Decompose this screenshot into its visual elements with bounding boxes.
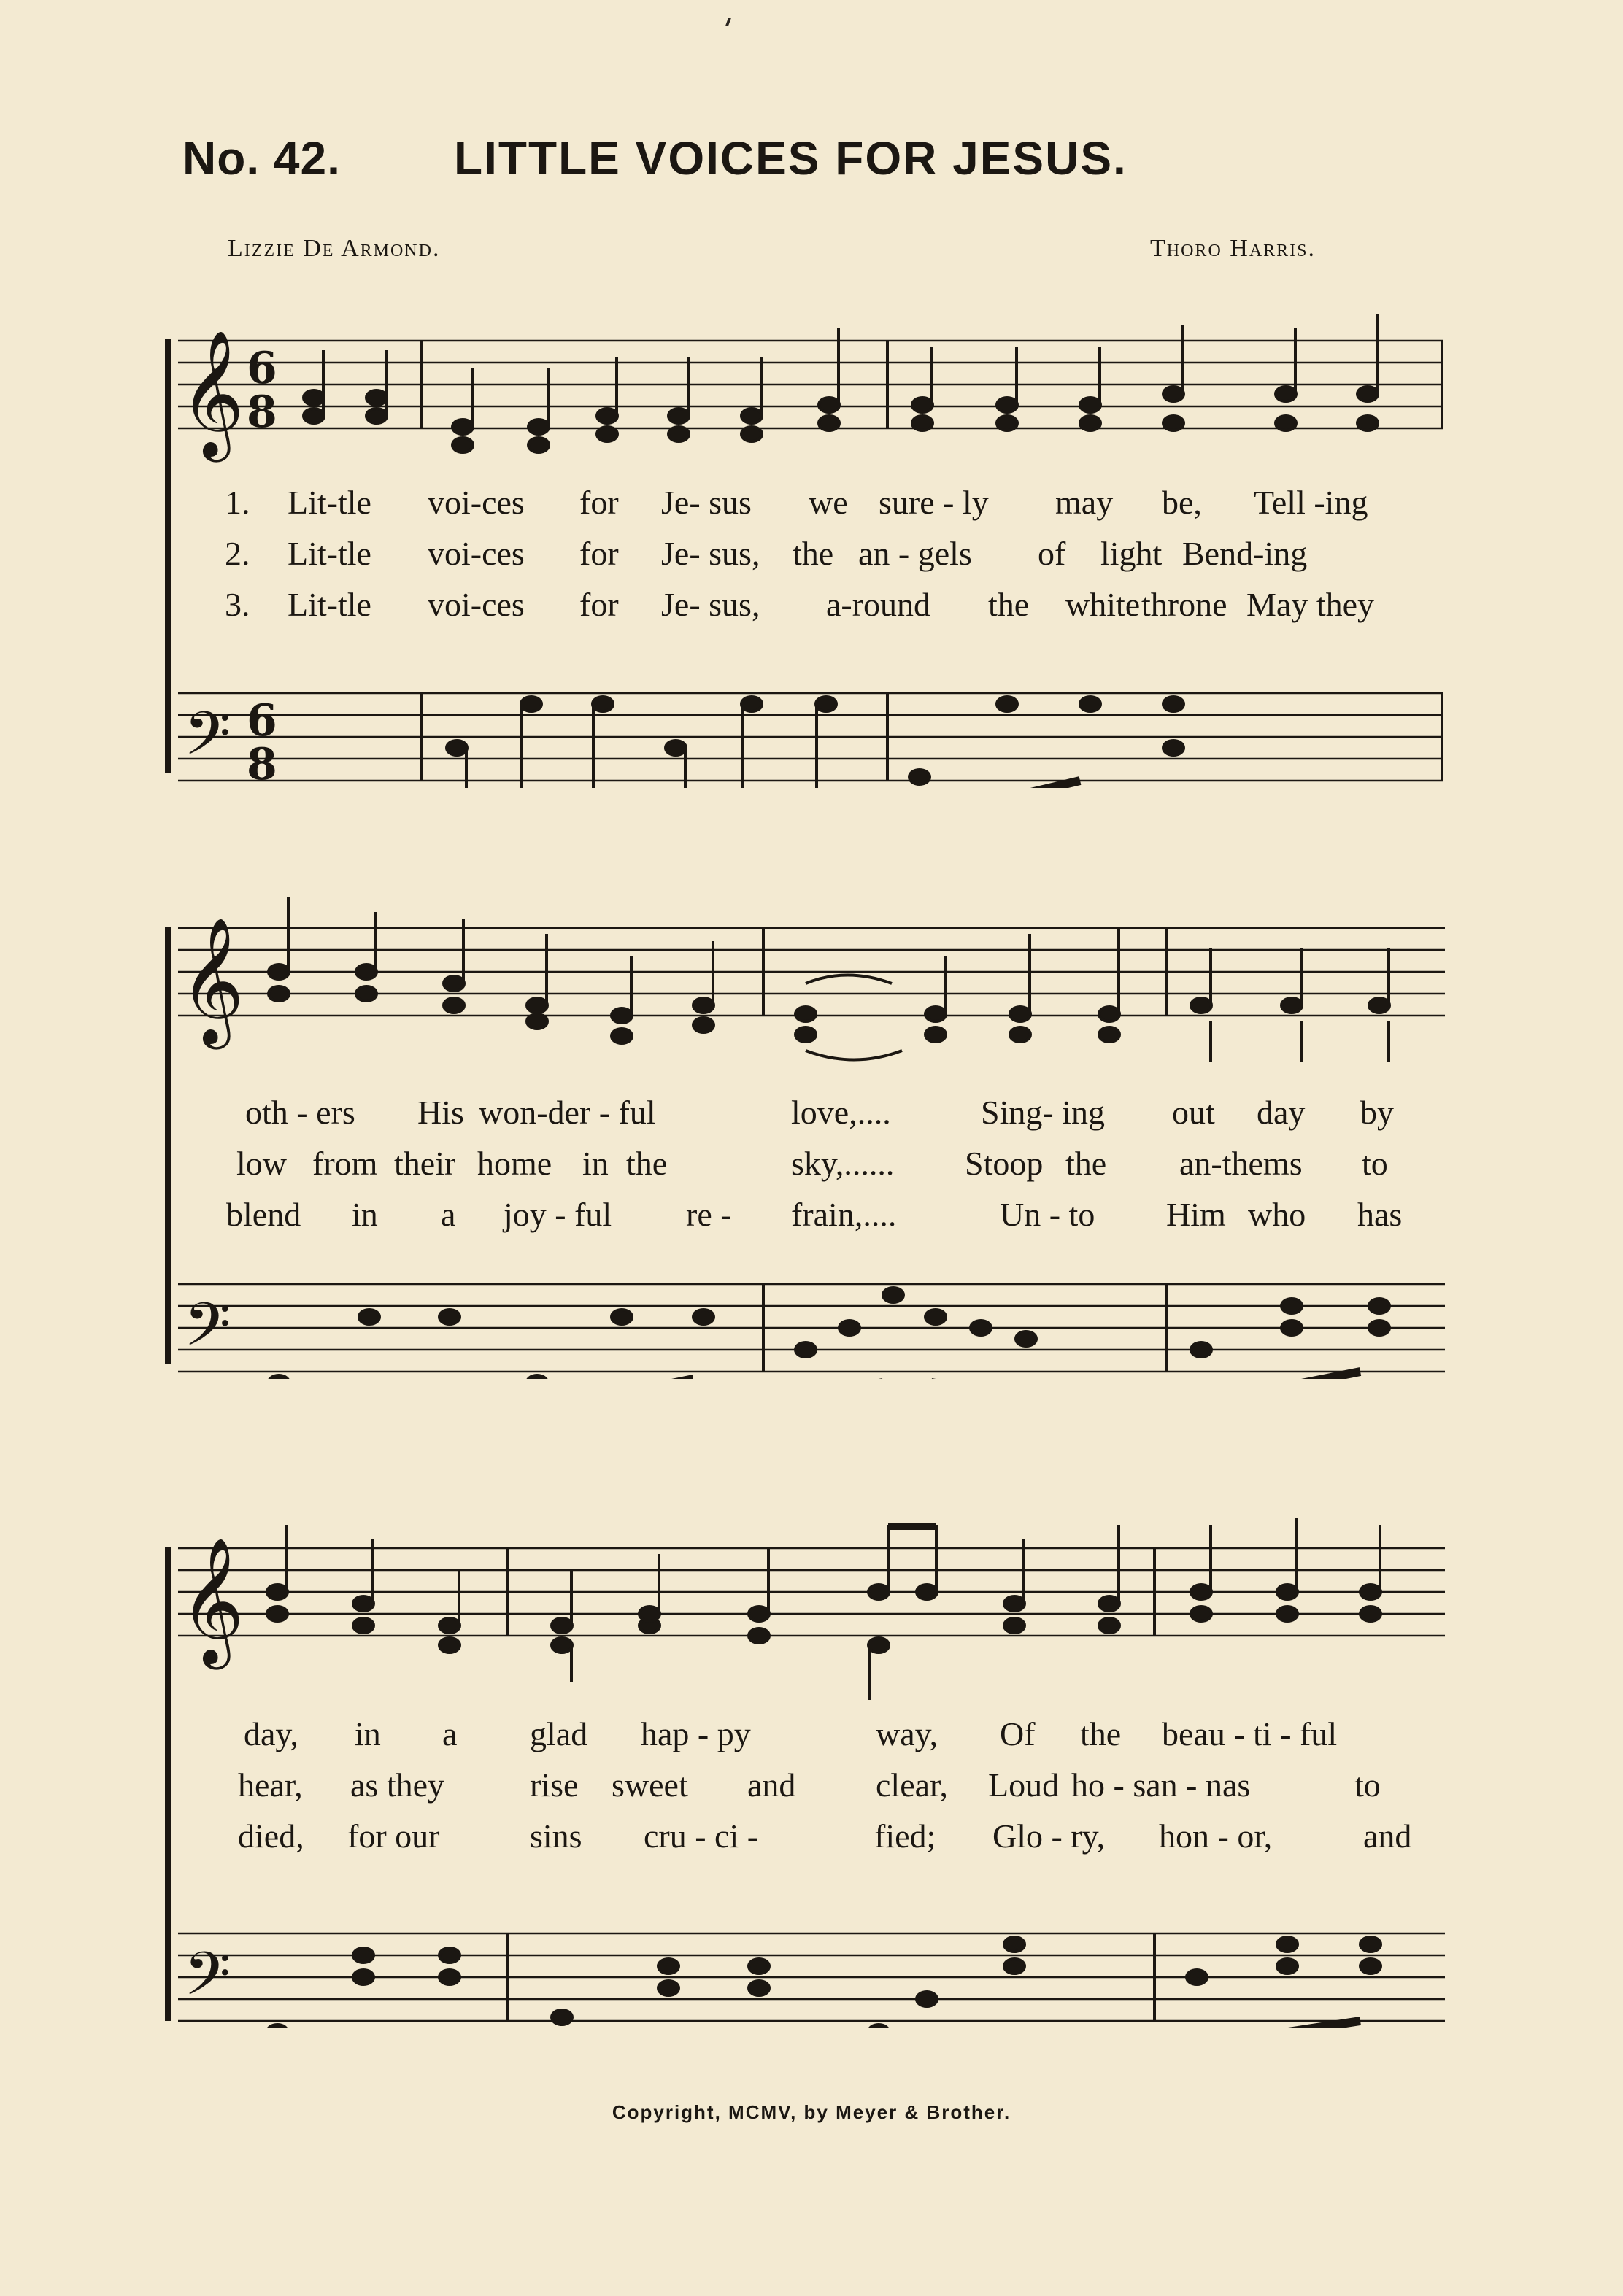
- svg-text:6: 6: [247, 343, 277, 394]
- bass-clef-icon: 𝄢: [184, 1939, 231, 2024]
- print-speck: [725, 18, 731, 26]
- bass-notes-system-2: [269, 1288, 1389, 1379]
- svg-text:8: 8: [247, 387, 277, 438]
- treble-notes-system-2: [269, 897, 1389, 1062]
- time-signature-treble: [247, 343, 277, 438]
- time-signature-bass: [247, 695, 277, 788]
- title-row: [182, 131, 1569, 197]
- treble-clef-icon: 𝄞: [180, 330, 244, 457]
- bass-clef-icon: 𝄢: [184, 1289, 231, 1375]
- staff-system-2: [0, 897, 1623, 1379]
- lyricist-credit: Lizzie De Armond.: [228, 235, 441, 262]
- svg-text:6: 6: [247, 695, 277, 746]
- copyright-notice: Copyright, MCMV, by Meyer & Brother.: [612, 2101, 1011, 2123]
- music-system-3: 𝄞 𝄢 day, in a glad hap - py way, Of the beau - ti - ful hear, as they rise sweet and clear, Loud ho - san - nas to died, for our sins cru - ci - fied; Glo - ry, hon - or, and: [0, 1518, 1623, 2028]
- music-system-1: 𝄞 𝄢 6 8 6 8 1. Lit-tle voi-ces for Je- sus we sure - ly may be, Tell -ing 2. Lit-tle voi-ces for Je- sus, the an - gels of light Bend-ing 3. Lit-tle voi-ces for Je- sus, a-round the white throne May they: [0, 306, 1623, 788]
- treble-notes-system-3: [267, 1518, 1381, 1700]
- bass-clef-icon: 𝄢: [184, 698, 231, 784]
- svg-text:8: 8: [247, 739, 277, 788]
- treble-clef-icon: 𝄞: [180, 1537, 244, 1664]
- composer-credit: Thoro Harris.: [1150, 235, 1316, 262]
- hymn-title: LITTLE VOICES FOR JESUS.: [454, 132, 1127, 185]
- treble-clef-icon: 𝄞: [180, 917, 244, 1044]
- hymn-number: No. 42.: [182, 132, 341, 185]
- bass-notes-system-1: [442, 697, 1184, 788]
- bass-notes-system-3: [267, 1937, 1381, 2028]
- music-system-2: 𝄞 𝄢 oth - ers His won-der - ful love,.... Sing- ing out day by low from their home in the sky,...... Stoop the an-thems to blend in a joy - ful re - frain,.... Un - to Him who has: [0, 897, 1623, 1379]
- treble-notes-system-1: [304, 314, 1378, 452]
